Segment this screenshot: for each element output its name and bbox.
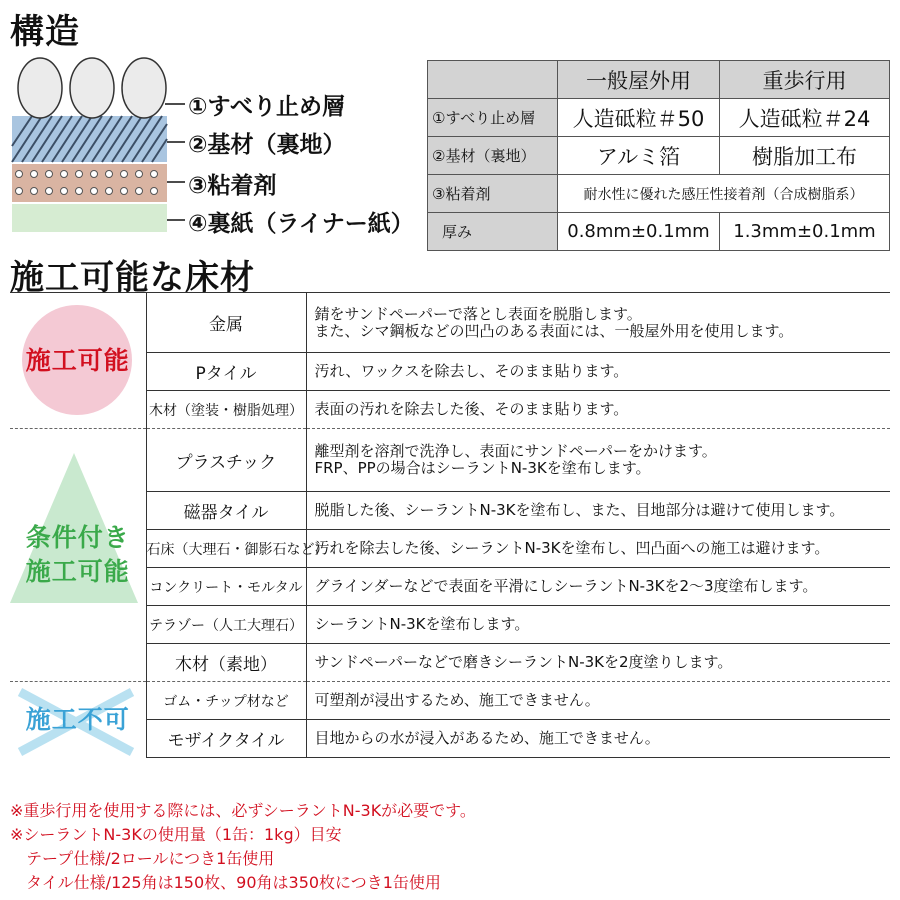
floor-material: 金属 [146,293,306,353]
spec-header-blank [428,61,558,99]
note-line: ※重歩行用を使用する際には、必ずシーラントN-3Kが必要です。 [10,801,476,820]
floor-description: シーラントN-3Kを塗布します。 [306,606,890,644]
spec-cell: 人造砥粒＃50 [558,99,720,137]
floor-description [306,293,890,353]
category-ng [10,682,146,758]
floor-material: 磁器タイル [146,492,306,530]
desc-line: また、シマ鋼板などの凹凸のある表面には、一般屋外用を使用します。 [314,321,794,340]
floor-material: 木材（塗装・樹脂処理） [146,391,306,429]
floor-description: 汚れ、ワックスを除去し、そのまま貼ります。 [306,353,890,391]
floor-material: 石床（大理石・御影石など） [146,530,306,568]
leader-lines [165,104,185,220]
spec-row [428,137,890,175]
floor-description: サンドペーパーなどで磨きシーラントN-3Kを2度塗りします。 [306,644,890,682]
layer-label-base: ②基材（裏地） [188,132,346,158]
spec-cell: 人造砥粒＃24 [720,99,890,137]
spec-row [428,213,890,251]
category-conditional-label [10,521,146,589]
spec-row [428,99,890,137]
table-row [10,682,890,720]
spec-header-heavy: 重歩行用 [720,61,890,99]
note-line: タイル仕様/125角は150枚、90角は350枚につき1缶使用 [10,873,441,892]
floor-material: コンクリート・モルタル [146,568,306,606]
cond-label-line: 条件付き [25,523,130,552]
floor-table [10,292,890,758]
spec-cell-merged: 耐水性に優れた感圧性接着剤（合成樹脂系） [558,175,890,213]
spec-row-label: ③粘着剤 [428,175,558,213]
floor-description: 脱脂した後、シーラントN-3Kを塗布し、また、目地部分は避けて使用します。 [306,492,890,530]
category-ng-label: 施工不可 [25,704,130,734]
floor-material: 木材（素地） [146,644,306,682]
floor-description: グラインダーなどで表面を平滑にしシーラントN-3Kを2～3度塗布します。 [306,568,890,606]
floor-material: Pタイル [146,353,306,391]
note-line: ※シーラントN-3Kの使用量（1缶：1kg）目安 [10,825,342,844]
spec-table [427,60,890,251]
category-ok-label: 施工可能 [25,345,130,375]
liner-layer [12,204,167,232]
layer-label-grip: ①すべり止め層 [188,94,346,120]
spec-cell: 0.8mm±0.1mm [558,213,720,251]
spec-cell: 樹脂加工布 [720,137,890,175]
cond-label-line: 施工可能 [25,557,130,586]
floor-description [306,429,890,492]
spec-row-label: ②基材（裏地） [428,137,558,175]
note-line: テープ仕様/2ロールにつき1缶使用 [10,849,275,868]
spec-header-general: 一般屋外用 [558,61,720,99]
layer-label-liner: ④裏紙（ライナー紙） [188,211,414,237]
category-ok [10,293,146,429]
structure-title: 構造 [10,12,80,52]
table-row [10,429,890,492]
floor-description: 表面の汚れを除去した後、そのまま貼ります。 [306,391,890,429]
floor-material: モザイクタイル [146,720,306,758]
desc-line: 離型剤を溶剤で洗浄し、表面にサンドペーパーをかけます。 [314,442,717,460]
desc-line: 錆をサンドペーパーで落とし表面を脱脂します。 [314,304,642,323]
spec-row [428,175,890,213]
layer-diagram [10,54,414,244]
floor-description: 汚れを除去した後、シーラントN-3Kを塗布し、凹凸面への施工は避けます。 [306,530,890,568]
category-conditional [10,429,146,682]
base-layer [12,116,167,162]
desc-line: FRP、PPの場合はシーラントN-3Kを塗布します。 [314,459,651,477]
grain-layer [18,58,166,118]
spec-row-label: ①すべり止め層 [428,99,558,137]
floor-description: 目地からの水が浸入があるため、施工できません。 [306,720,890,758]
floor-material: プラスチック [146,429,306,492]
floor-description: 可塑剤が浸出するため、施工できません。 [306,682,890,720]
table-row [10,293,890,353]
spec-row-label: 厚み [428,213,558,251]
spec-cell: アルミ箔 [558,137,720,175]
floor-material: テラゾー（人工大理石） [146,606,306,644]
spec-cell: 1.3mm±0.1mm [720,213,890,251]
floor-material: ゴム・チップ材など [146,682,306,720]
adhesive-layer [12,164,167,202]
floors-title: 施工可能な床材 [10,258,255,298]
layer-label-adhesive: ③粘着剤 [188,173,277,199]
spec-header-row [428,61,890,99]
